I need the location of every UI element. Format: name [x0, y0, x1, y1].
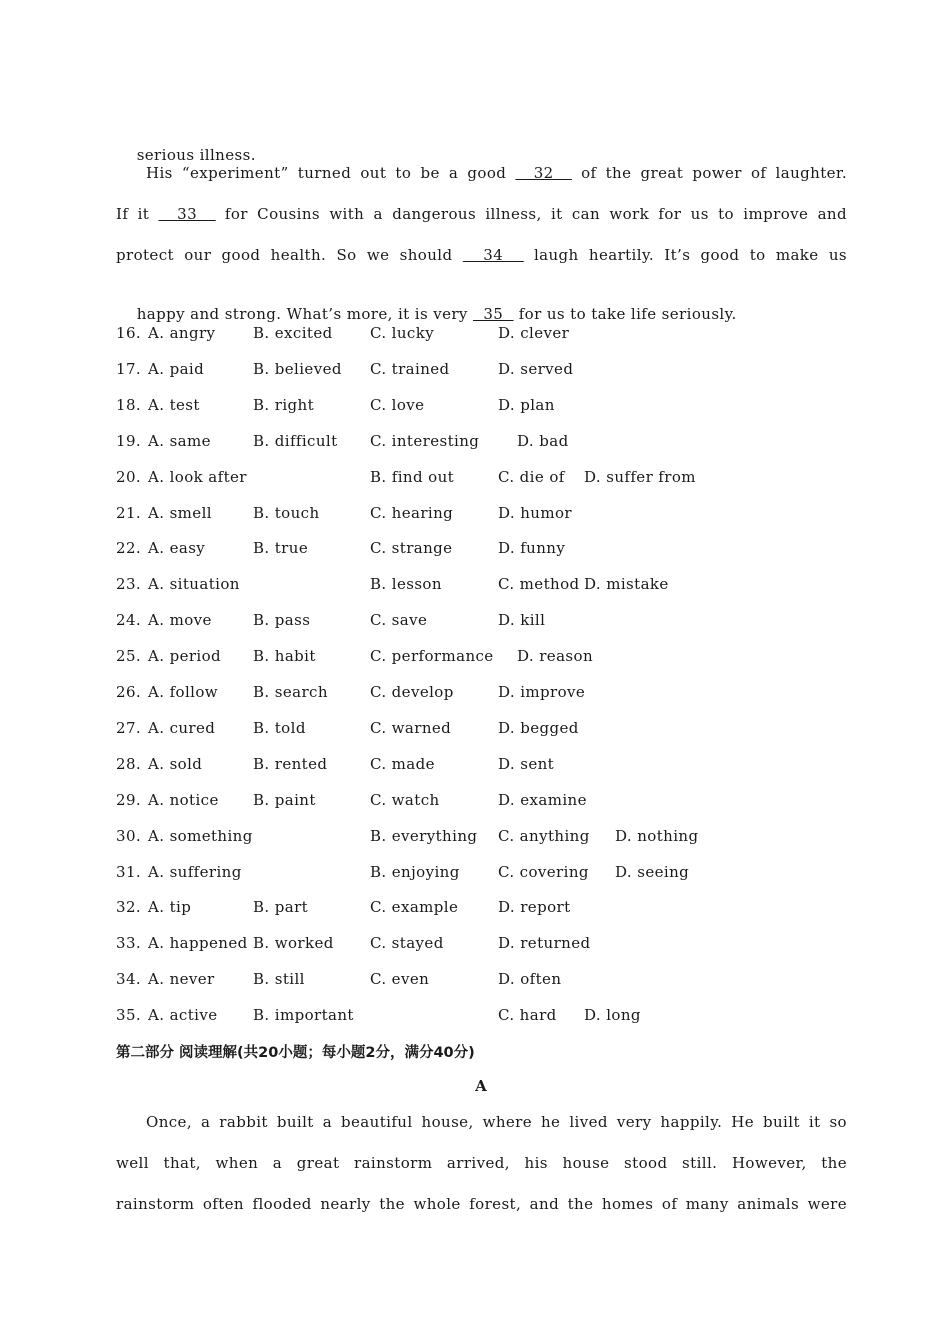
- option-a: A. tip: [148, 898, 192, 917]
- option-c: C. save: [370, 611, 428, 630]
- option-d: D. clever: [498, 324, 570, 342]
- option-b: B. excited: [253, 324, 333, 342]
- option-d: D. served: [498, 359, 574, 378]
- option-a: A. happened: [148, 934, 248, 953]
- option-d: D. begged: [498, 718, 579, 737]
- option-c: C. stayed: [370, 934, 444, 953]
- option-c: C. even: [370, 970, 430, 989]
- option-d: D. reason: [517, 647, 594, 666]
- option-a: A. period: [148, 647, 222, 666]
- question-number: 16.: [116, 324, 142, 342]
- blank-32: 32: [515, 164, 572, 182]
- option-d: D. funny: [498, 539, 566, 558]
- reading-line: Once, a rabbit built a beautiful house, where he lived very happily. He built it so: [146, 1113, 847, 1131]
- question-number: 30.: [116, 826, 142, 845]
- blank-35: 35: [472, 305, 514, 323]
- option-a: A. cured: [148, 718, 216, 737]
- question-number: 32.: [116, 898, 142, 917]
- option-a: A. same: [148, 431, 211, 450]
- option-d: D. plan: [498, 395, 555, 414]
- option-a: A. angry: [148, 324, 216, 342]
- option-d: D. examine: [498, 790, 587, 809]
- option-d: D. improve: [498, 683, 586, 701]
- option-b: B. search: [253, 683, 328, 701]
- option-c: C. performance: [370, 647, 494, 666]
- question-number: 23.: [116, 575, 142, 594]
- option-b: B. believed: [253, 359, 342, 378]
- option-a: A. follow: [148, 683, 219, 701]
- option-c: C. lucky: [370, 324, 435, 342]
- passage-line: protect our good health. So we should 34 laugh heartily. It’s good to make us: [116, 246, 847, 264]
- option-c: C. hard: [498, 1006, 557, 1025]
- option-c: C. anything: [498, 826, 590, 845]
- blank-33: 33: [158, 205, 216, 223]
- option-d: D. long: [584, 1006, 641, 1025]
- question-number: 19.: [116, 431, 142, 450]
- question-number: 34.: [116, 970, 142, 989]
- option-c: C. covering: [498, 862, 589, 881]
- question-number: 26.: [116, 683, 142, 701]
- option-b: B. told: [253, 718, 306, 737]
- option-b: B. habit: [253, 647, 316, 666]
- option-b: B. worked: [253, 934, 334, 953]
- question-number: 28.: [116, 754, 142, 773]
- question-number: 31.: [116, 862, 142, 881]
- option-c: C. die of: [498, 467, 565, 486]
- section-heading: 第二部分 阅读理解(共20小题；每小题2分，满分40分): [116, 1045, 475, 1061]
- option-a: A. easy: [148, 539, 206, 558]
- option-a: A. sold: [148, 754, 203, 773]
- reading-line: rainstorm often flooded nearly the whole forest, and the homes of many animals were: [116, 1195, 847, 1213]
- option-c: C. love: [370, 395, 425, 414]
- option-a: A. active: [148, 1006, 218, 1025]
- option-d: D. kill: [498, 611, 546, 630]
- blank-34: 34: [462, 246, 524, 264]
- question-number: 29.: [116, 790, 142, 809]
- passage-line: His “experiment” turned out to be a good 32 of the great power of laughter.: [146, 164, 847, 182]
- question-number: 18.: [116, 395, 142, 414]
- option-b: B. touch: [253, 503, 320, 522]
- option-d: D. bad: [517, 431, 569, 450]
- option-b: B. rented: [253, 754, 328, 773]
- option-d: D. suffer from: [584, 467, 696, 486]
- option-a: A. suffering: [148, 862, 242, 881]
- passage-line: happy and strong. What’s more, it is very 35 for us to take life seriously.: [136, 305, 737, 323]
- question-number: 27.: [116, 718, 142, 737]
- option-b: B. pass: [253, 611, 311, 630]
- option-a: A. test: [148, 395, 200, 414]
- question-number: 21.: [116, 503, 142, 522]
- option-c: C. interesting: [370, 431, 480, 450]
- option-b: B. true: [253, 539, 309, 558]
- option-a: A. smell: [148, 503, 212, 522]
- option-b: B. lesson: [370, 575, 442, 594]
- option-a: A. move: [148, 611, 212, 630]
- option-b: B. part: [253, 898, 309, 917]
- option-b: B. paint: [253, 790, 316, 809]
- passage-line: If it 33 for Cousins with a dangerous illness, it can work for us to improve and: [116, 205, 847, 223]
- option-c: C. trained: [370, 359, 450, 378]
- option-a: A. look after: [148, 467, 247, 486]
- option-b: B. difficult: [253, 431, 338, 450]
- question-number: 33.: [116, 934, 142, 953]
- question-number: 25.: [116, 647, 142, 666]
- option-d: D. often: [498, 970, 562, 989]
- option-c: C. example: [370, 898, 459, 917]
- question-number: 20.: [116, 467, 142, 486]
- option-a: A. notice: [148, 790, 219, 809]
- question-number: 35.: [116, 1006, 142, 1025]
- option-c: C. warned: [370, 718, 452, 737]
- question-number: 24.: [116, 611, 142, 630]
- passage-line: serious illness.: [136, 146, 256, 164]
- option-d: D. humor: [498, 503, 572, 522]
- option-a: A. paid: [148, 359, 205, 378]
- option-d: D. seeing: [615, 862, 690, 881]
- option-b: B. everything: [370, 826, 478, 845]
- option-b: B. find out: [370, 467, 455, 486]
- reading-line: well that, when a great rainstorm arrived, his house stood still. However, the: [116, 1154, 847, 1172]
- option-b: B. still: [253, 970, 305, 989]
- option-c: C. method: [498, 575, 580, 594]
- option-a: A. never: [148, 970, 215, 989]
- option-b: B. right: [253, 395, 315, 414]
- question-number: 17.: [116, 359, 142, 378]
- option-c: C. develop: [370, 683, 454, 701]
- option-d: D. nothing: [615, 826, 699, 845]
- passage-label: A: [475, 1077, 487, 1095]
- option-c: C. made: [370, 754, 435, 773]
- option-c: C. strange: [370, 539, 453, 558]
- option-d: D. report: [498, 898, 571, 917]
- option-d: D. sent: [498, 754, 555, 773]
- option-b: B. enjoying: [370, 862, 460, 881]
- option-c: C. watch: [370, 790, 440, 809]
- option-b: B. important: [253, 1006, 354, 1025]
- question-number: 22.: [116, 539, 142, 558]
- option-c: C. hearing: [370, 503, 454, 522]
- option-d: D. mistake: [584, 575, 669, 594]
- option-a: A. situation: [148, 575, 240, 594]
- option-a: A. something: [148, 826, 253, 845]
- option-d: D. returned: [498, 934, 591, 953]
